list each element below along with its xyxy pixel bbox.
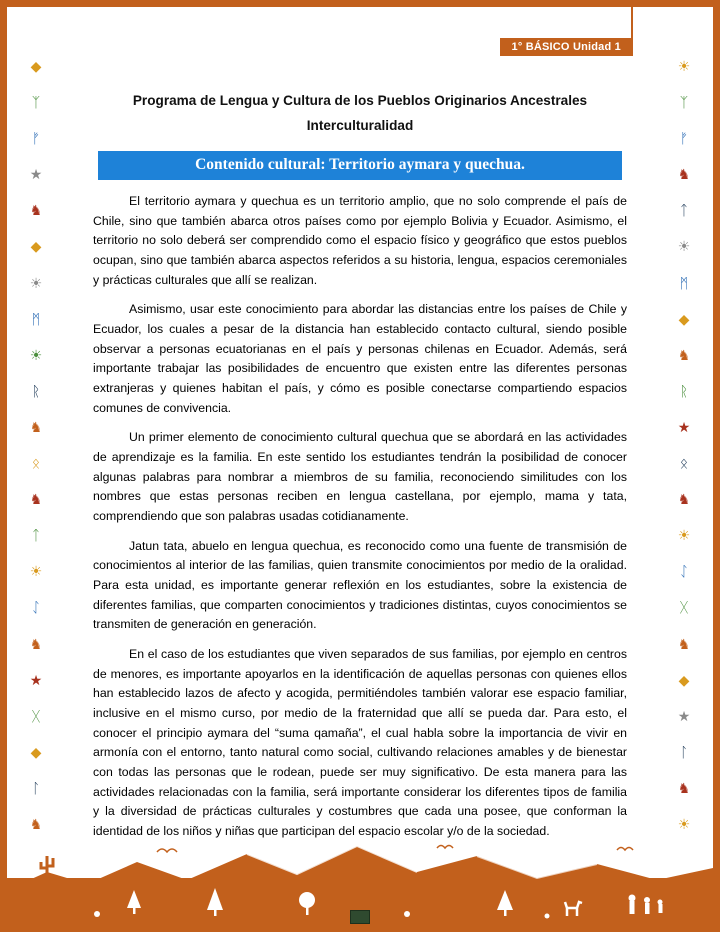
petroglyph-icon: ★ <box>677 418 691 435</box>
body-paragraph: Jatun tata, abuelo en lengua quechua, es reconocido como una fuente de transmisión de conocimientos al interior de las familias, quien transmite conocimientos por medio de la oralidad. Para esta unidad, es importante generar reflexión en los estudiantes, sobre la existencia de diferentes familias, que comparten conocimientos y tradiciones distintas, cuyos conocimientos se transmiten de generación en generación. <box>93 538 627 632</box>
main-content <box>93 91 627 852</box>
petroglyph-icon: ᛉ <box>679 94 689 111</box>
footer-logo-mark <box>350 910 370 924</box>
petroglyph-icon: ♞ <box>677 346 691 363</box>
petroglyph-icon: ᛇ <box>31 599 41 616</box>
right-petroglyph-column <box>669 59 699 831</box>
petroglyph-icon: ☀ <box>677 238 691 255</box>
petroglyph-icon: ᛟ <box>31 455 41 472</box>
petroglyph-icon: ᛏ <box>679 202 689 219</box>
petroglyph-icon: ◆ <box>678 310 690 327</box>
unit-badge: 1° BÁSICO Unidad 1 <box>500 38 633 56</box>
petroglyph-icon: ☀ <box>677 815 691 832</box>
petroglyph-icon: ◆ <box>30 58 42 74</box>
petroglyph-icon: ♞ <box>29 815 43 832</box>
petroglyph-icon: ★ <box>29 671 43 688</box>
petroglyph-icon: ᛚ <box>31 779 41 796</box>
petroglyph-icon: ☀ <box>677 58 691 74</box>
petroglyph-icon: ♞ <box>677 491 691 508</box>
petroglyph-icon: ◆ <box>30 238 42 255</box>
petroglyph-icon: ᚠ <box>679 130 689 147</box>
petroglyph-icon: ᛚ <box>679 743 689 760</box>
badge-connector-line <box>631 7 633 41</box>
petroglyph-icon: ♞ <box>677 166 691 183</box>
petroglyph-icon: ᛇ <box>679 563 689 580</box>
program-title: Programa de Lengua y Cultura de los Pueblos Originarios Ancestrales <box>132 93 588 108</box>
cultural-content-banner: Contenido cultural: Territorio aymara y quechua. <box>98 151 622 180</box>
petroglyph-icon: ᛗ <box>679 274 689 291</box>
petroglyph-icon: ☀ <box>677 527 691 544</box>
body-paragraph: El territorio aymara y quechua es un territorio amplio, que no solo comprende el país de Chile, sino que también abarca otros países como por ejemplo Bolivia y Ecuador. Asimismo, el territorio no solo deberá ser comprendido como el espacio físico y geográfico que estos pueblos ocupan, sino que también abarca aspectos referidos a su historia, lengua, espacios ceremoniales y prácticas culturales que allí se realizan. <box>93 194 627 287</box>
petroglyph-icon: ♞ <box>677 635 691 652</box>
petroglyph-icon: ★ <box>29 166 43 183</box>
left-petroglyph-column <box>21 59 51 831</box>
petroglyph-icon: ♞ <box>29 418 43 435</box>
body-paragraph: Un primer elemento de conocimiento cultural quechua que se abordará en las actividades de aprendizaje es la familia. En este sentido los estudiantes tendrán la posibilidad de conocer algunas palabras para nombrar a miembros de su familia, reconociendo similitudes con los nombres que estas personas reciben en lengua castellana, por ejemplo, mama y tata, comprendiendo que son palabras usadas cotidianamente. <box>93 430 627 524</box>
petroglyph-icon: ᚷ <box>679 599 689 616</box>
petroglyph-icon: ◆ <box>678 671 690 688</box>
body-text <box>93 192 627 842</box>
petroglyph-icon: ᛗ <box>31 310 41 327</box>
petroglyph-icon: ♞ <box>29 635 43 652</box>
petroglyph-icon: ♞ <box>677 779 691 796</box>
petroglyph-icon: ᚷ <box>31 707 41 724</box>
petroglyph-icon: ☀ <box>29 274 43 291</box>
program-subtitle: Interculturalidad <box>306 118 414 133</box>
body-paragraph: Asimismo, usar este conocimiento para abordar las distancias entre los países de Chile y Ecuador, los cuales a pesar de la distancia han establecido contacto cultural, siendo posible observar a personas ecuatorianas en el país y personas chilenas en Ecuador. Además, será importante trabajar las posibilidades de encuentro que existen entre las diferentes personas extranjeras y quienes habitan el país, y cómo es posible conectarse compartiendo espacios comunes de convivencia. <box>93 302 627 415</box>
petroglyph-icon: ᚱ <box>31 382 41 399</box>
petroglyph-icon: ᚱ <box>679 382 689 399</box>
petroglyph-icon: ♞ <box>29 491 43 508</box>
petroglyph-icon: ★ <box>677 707 691 724</box>
petroglyph-icon: ♞ <box>29 202 43 219</box>
petroglyph-icon: ᛟ <box>679 455 689 472</box>
petroglyph-icon: ᛉ <box>31 94 41 111</box>
petroglyph-icon: ◆ <box>30 743 42 760</box>
body-paragraph: En el caso de los estudiantes que viven separados de sus familias, por ejemplo en centros de menores, es importante apoyarlos en la identificación de aquellas personas con quienes ellos han establecido lazos de afecto y acogida, permitiéndoles también valorar ese espacio familiar, inclusive en el mismo curso, por medio de la fraternidad que allí se pueda dar. Para esto, el conocer el principio aymara del “suma qamaña”, el cual habla sobre la importancia de vivir en armonía con el entorno, tanto natural como social, cultivando relaciones amables y de bienestar con todas las personas que le rodean, puede ser muy significativo. De esta manera para las actividades relacionadas con la familia, será importante considerar los diferentes tipos de familia y la diversidad de prácticas culturales y costumbres que cada una posee, que conforman la identidad de los niños y niñas que participan del espacio escolar y/o de la sociedad. <box>93 647 627 839</box>
petroglyph-icon: ☀ <box>29 563 43 580</box>
petroglyph-icon: ᛏ <box>31 527 41 544</box>
petroglyph-icon: ☀ <box>29 346 43 363</box>
petroglyph-icon: ᚠ <box>31 130 41 147</box>
